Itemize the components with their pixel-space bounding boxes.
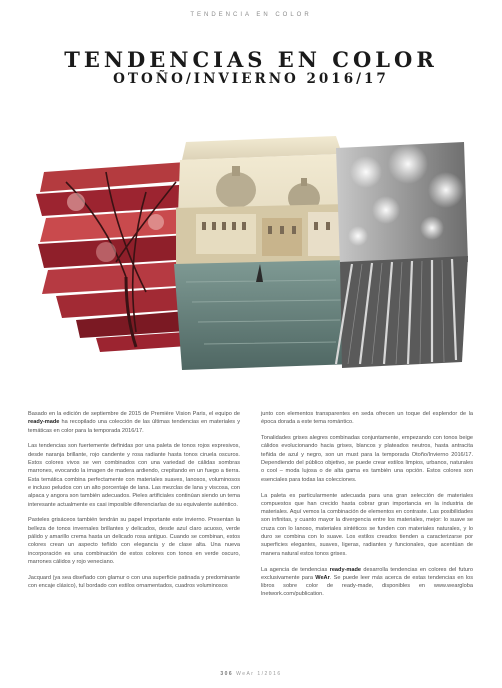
paragraph: Jacquard (ya sea diseñado con glamur o con una superficie patinada y predominante con encaje clásico), tul bordado con estilos ornamentados, cuadros voluminosos: [28, 574, 240, 590]
paragraph: La agencia de tendencias ready-made desarrolla tendencias en colores del futuro exclusivamente para WeAr. Se puede leer más acerca de estas tendencias en los libros sobre color de ready-made, disponibles en www.weargloba lnetwork.com/publication.: [261, 566, 474, 598]
page-subtitle: OTOÑO/INVIERNO 2016/17: [113, 71, 389, 87]
paragraph: Pasteles grisáceos también tendrán su papel importante este invierno. Presentan la belleza de tonos invernales brillantes y delicados, desde azul claro acuoso, verde pálido y amarillo crema hasta un delicado rosa antiguo. Cuando se combinan, estos colores crean un aspecto teñido con elegancia y de clase alta. Una nueva incorporación es una combinación de estos colores con tonos en verde oscuro, marrones cálidos y rojo veneciano.: [28, 517, 240, 565]
page-number: 306: [220, 671, 234, 677]
text-column-right: [261, 410, 473, 606]
page-title: TENDENCIAS EN COLOR: [64, 47, 438, 72]
page-footer: [0, 671, 502, 677]
venice-panel: [174, 136, 354, 370]
paragraph: Basado en la edición de septiembre de 2015 de Première Vision Paris, el equipo de ready-made ha recopilado una colección de las últimas tendencias en materiales y temáticas en color para la temporada 2016/17.: [28, 411, 240, 434]
text-column-left: [28, 410, 240, 598]
paragraph: Tonalidades grises alegres combinadas conjuntamente, empezando con tonos beige cálidos evolucionando hacia grises, blancos y plateados neutros, hasta antracita teñida de azul y negro, son un must para la temporada Otoño/Invierno 2016/17. Dependiendo del público objetivo, se puede crear estilos limpios, urbanos, naturales o cool – moda lujosa o de alta gama es también una opción. Estos colores son esenciales para todas las colecciones.: [261, 435, 473, 483]
magazine-issue: WeAr 1/2016: [236, 671, 282, 677]
color-trend-collage: [36, 132, 468, 374]
paragraph: Las tendencias son fuertemente definidas por una paleta de tonos rojos expresivos, desde naranja brillante, rojo candente y rosa radiante hasta tonos ciruela oscuros. Estos colores vivos se ven combinados con una variedad de cálidas sombras marrones, evocando la imagen de madera ardiendo, crepitando en un fuego a tierra. Esta temática combina perfectamente con materiales suaves, lanosos, voluminosos e incluso peludos con un alto porcentaje de lana. Las mezclas de lana y viscosa, con alpaca y angora son también adecuados. Pieles artificiales continúan siendo un tema interesante actualmente es casi imposible diferenciarlas de su equivalente auténtico.: [28, 443, 240, 508]
paragraph: La paleta es particularmente adecuada para una gran selección de materiales compuestos que han crecido hasta cobrar gran importancia en la industria de materiales. Aquí vemos la combinación de elementos en contraste. Las posibilidades son infinitas, y cuanto mayor la divergencia entre los materiales, mejor: lo suave se cruza con lo lanoso, materiales sintéticos se funden con materiales naturales, y lo duro se combina con lo suave. Los estilos creados tienden a caracterizarse por superficies elegantes, suaves, ligeras, radiantes y funcionales, que acentúan de manera natural estos tonos grises.: [261, 492, 473, 557]
paragraph: junto con elementos transparentes en seda ofrecen un toque del esplendor de la época dorada a este tema romántico.: [261, 411, 473, 426]
grey-bokeh-panel: [336, 142, 468, 368]
running-head: TENDENCIA EN COLOR: [190, 12, 312, 18]
